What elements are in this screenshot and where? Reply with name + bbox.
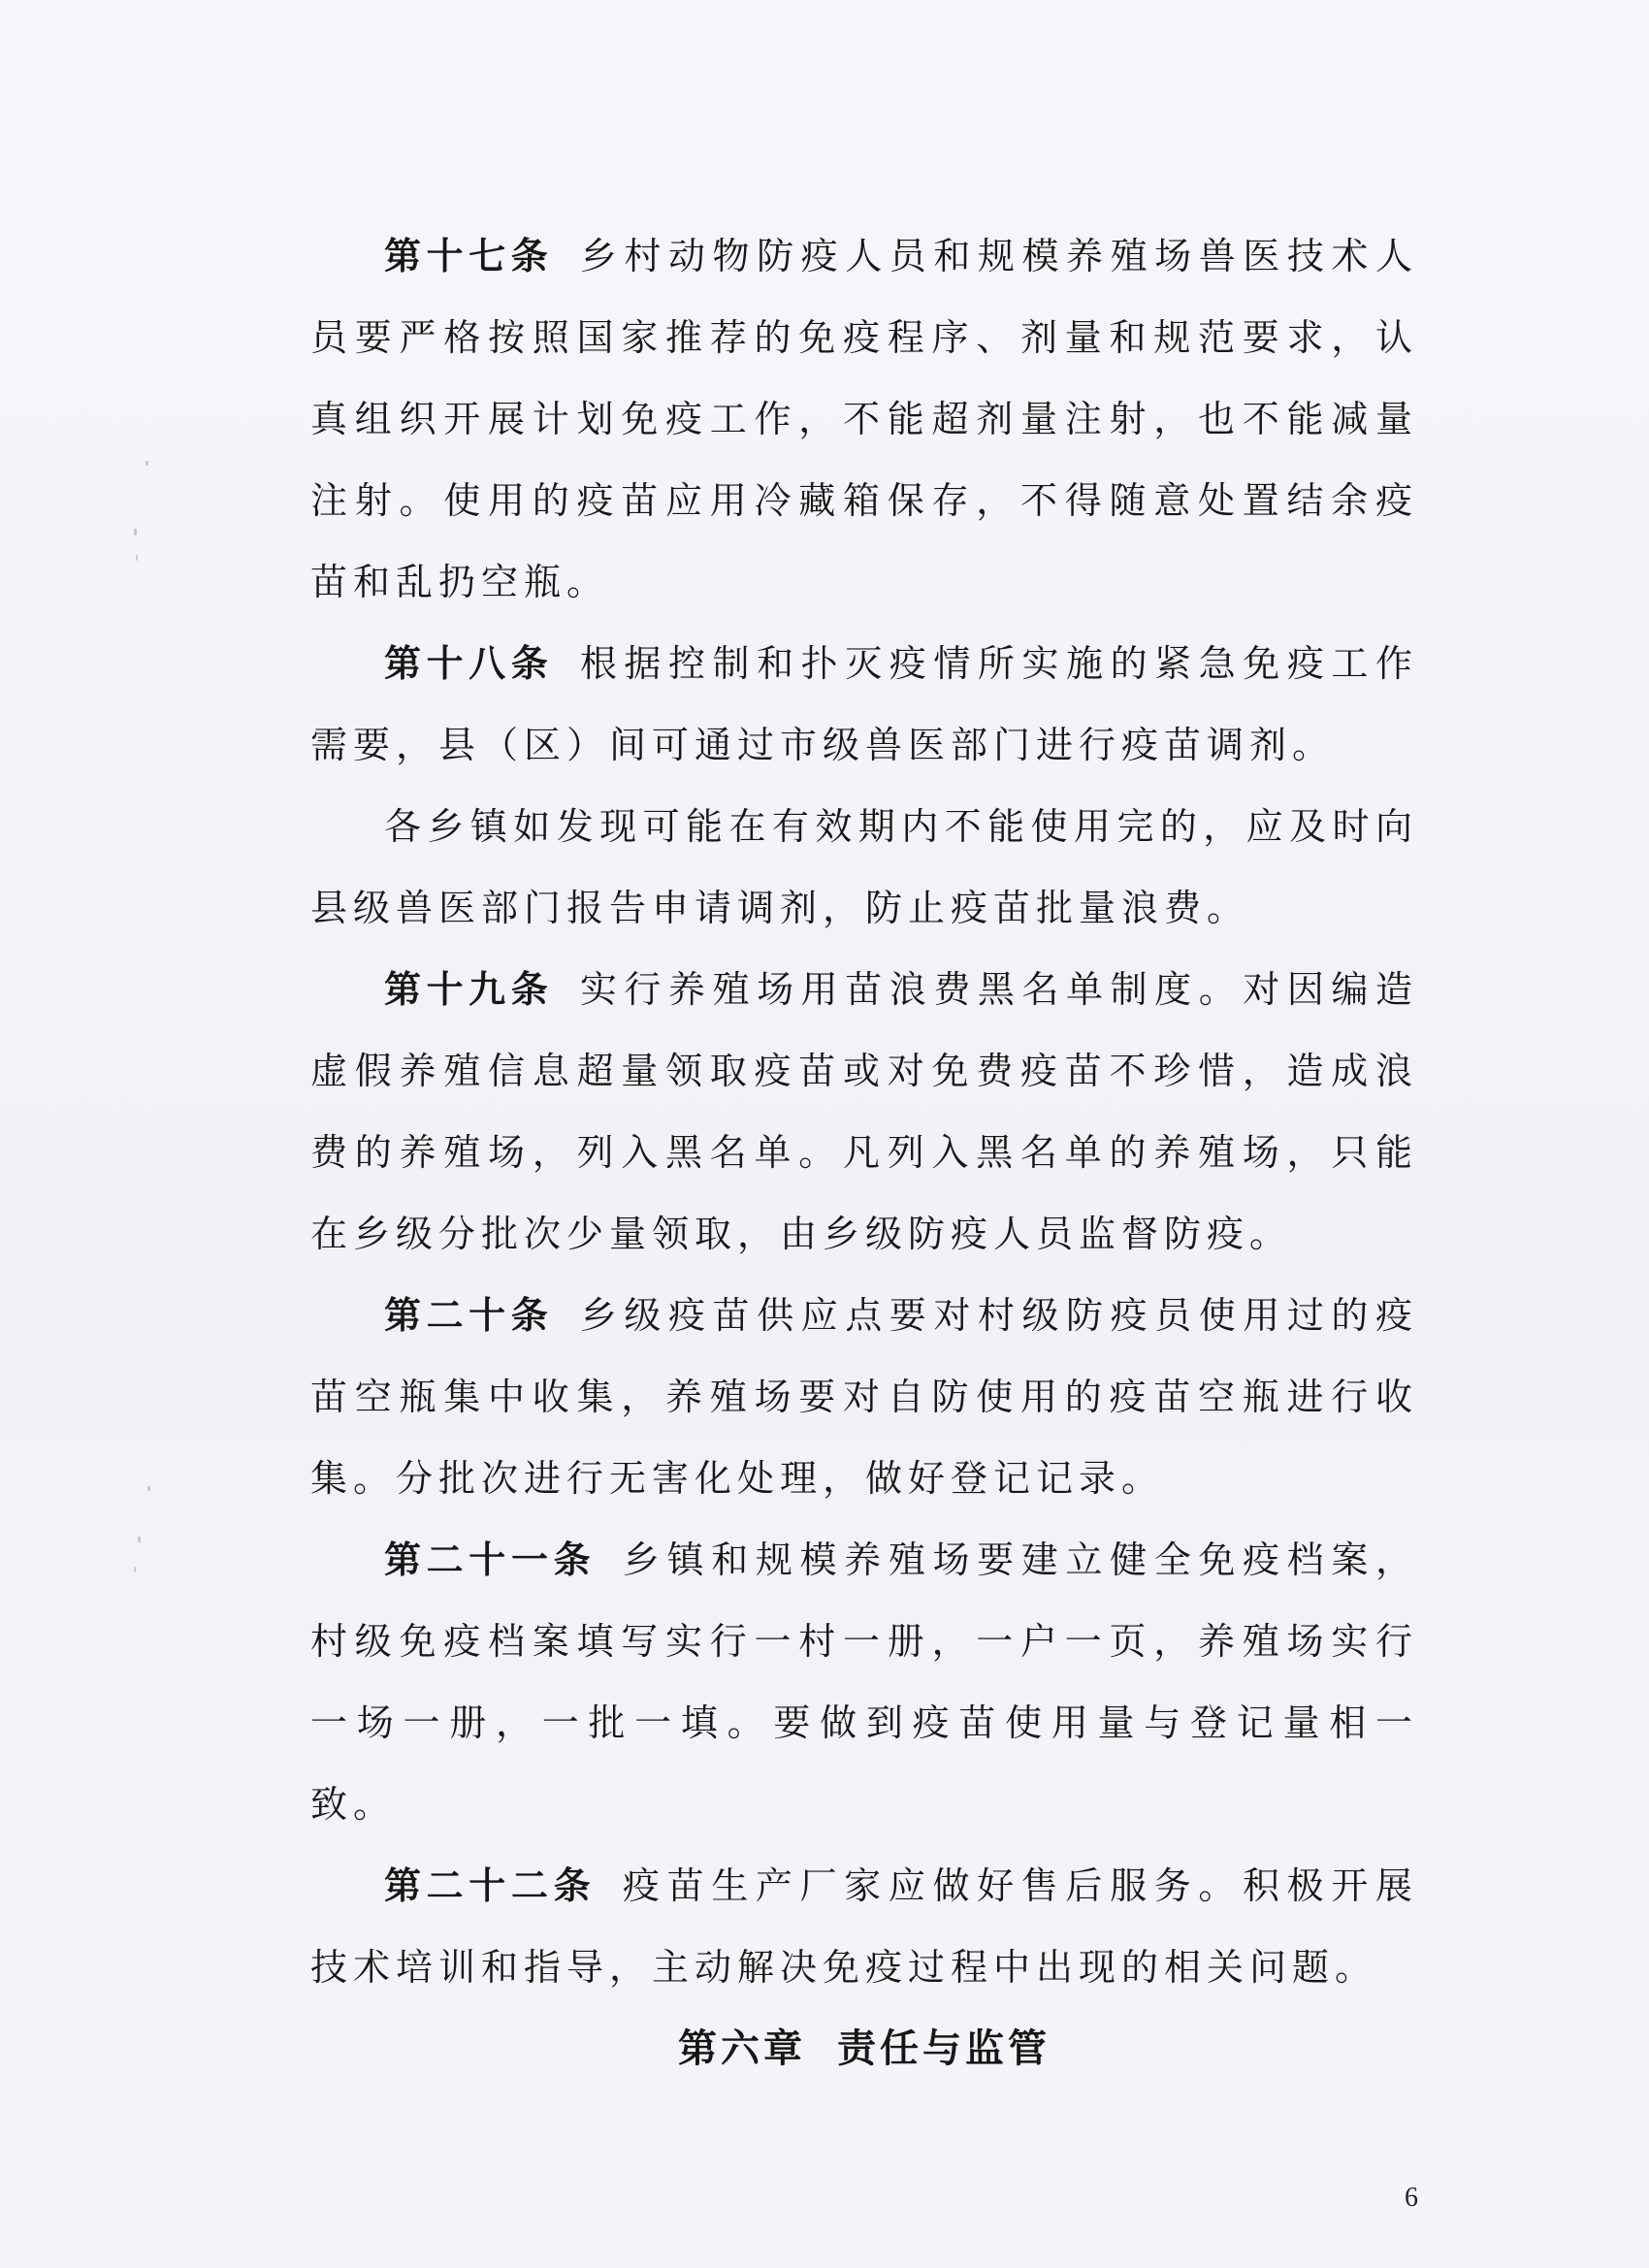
- article-19-label: 第十九条: [384, 968, 554, 1011]
- article-19: [310, 949, 1418, 1275]
- article-20-label: 第二十条: [384, 1294, 554, 1337]
- article-17: [310, 215, 1418, 623]
- article-22-label: 第二十二条: [384, 1864, 597, 1907]
- scan-speck: [134, 1567, 136, 1572]
- article-18-text: 根据控制和扑灭疫情所实施的紧急免疫工作需要，县（区）间可通过市级兽医部门进行疫苗调剂。: [310, 642, 1418, 766]
- article-22-text: 疫苗生产厂家应做好售后服务。积极开展技术培训和指导，主动解决免疫过程中出现的相关问题。: [310, 1864, 1418, 1989]
- article-19-text: 实行养殖场用苗浪费黑名单制度。对因编造虚假养殖信息超量领取疫苗或对免费疫苗不珍惜，造成浪费的养殖场，列入黑名单。凡列入黑名单的养殖场，只能在乡级分批次少量领取，由乡级防疫人员监督防疫。: [310, 968, 1418, 1255]
- article-18-supplement-text: 各乡镇如发现可能在有效期内不能使用完的，应及时向县级兽医部门报告申请调剂，防止疫苗批量浪费。: [310, 805, 1418, 929]
- article-20-text: 乡级疫苗供应点要对村级防疫员使用过的疫苗空瓶集中收集，养殖场要对自防使用的疫苗空瓶进行收集。分批次进行无害化处理，做好登记记录。: [310, 1294, 1418, 1500]
- article-20: [310, 1275, 1418, 1519]
- scan-speck: [136, 555, 138, 561]
- scan-speck: [146, 461, 148, 466]
- chapter-number: 第六章: [678, 2026, 806, 2071]
- article-17-text: 乡村动物防疫人员和规模养殖场兽医技术人员要严格按照国家推荐的免疫程序、剂量和规范要求，认真组织开展计划免疫工作，不能超剂量注射，也不能减量注射。使用的疫苗应用冷藏箱保存，不得随意处置结余疫苗和乱扔空瓶。: [310, 235, 1418, 603]
- article-17-label: 第十七条: [384, 235, 554, 277]
- scan-speck: [134, 529, 137, 535]
- scan-speck: [138, 1537, 141, 1542]
- chapter-heading: [310, 2008, 1418, 2090]
- article-21: [310, 1519, 1418, 1845]
- page-number: 6: [1405, 2183, 1418, 2213]
- document-body: [310, 215, 1418, 2090]
- article-21-label: 第二十一条: [384, 1539, 597, 1581]
- article-22: [310, 1845, 1418, 2008]
- article-21-text: 乡镇和规模养殖场要建立健全免疫档案，村级免疫档案填写实行一村一册，一户一页，养殖场实行一场一册，一批一填。要做到疫苗使用量与登记量相一致。: [310, 1539, 1418, 1826]
- article-18-label: 第十八条: [384, 642, 554, 685]
- chapter-title: 责任与监管: [837, 2026, 1051, 2071]
- article-18-supplement: [310, 786, 1418, 949]
- scan-speck: [147, 1486, 150, 1491]
- article-18: [310, 623, 1418, 786]
